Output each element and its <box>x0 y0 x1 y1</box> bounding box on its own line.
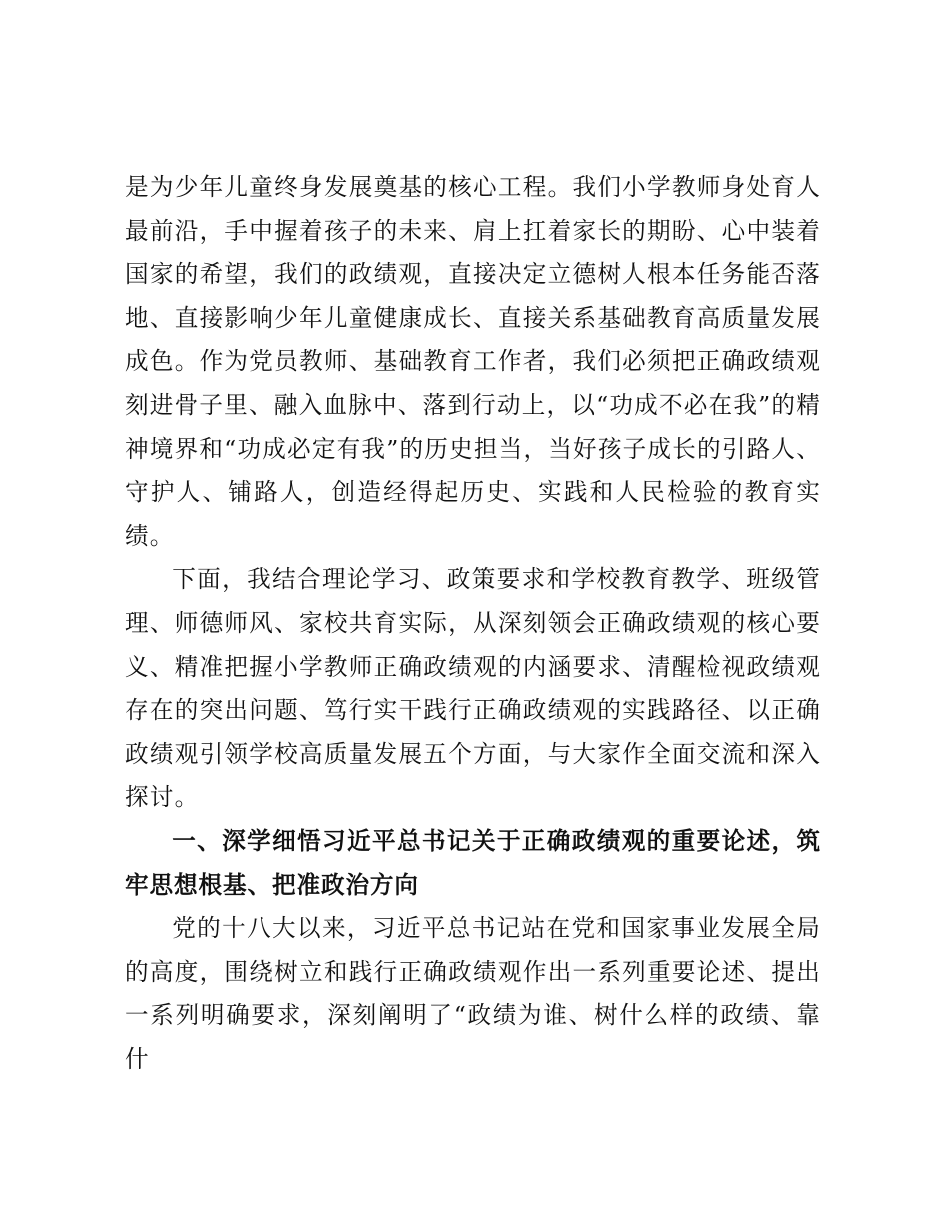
paragraph-section-1-body: 党的十八大以来，习近平总书记站在党和国家事业发展全局的高度，围绕树立和践行正确政绩观作出一系列重要论述、提出一系列明确要求，深刻阐明了“政绩为谁、树什么样的政绩、靠什 <box>125 914 821 1073</box>
paragraph-outline: 下面，我结合理论学习、政策要求和学校教育教学、班级管理、师德师风、家校共育实际，从深刻领会正确政绩观的核心要义、精准把握小学教师正确政绩观的内涵要求、清醒检视政绩观存在的突出问题、笃行实干践行正确政绩观的实践路径、以正确政绩观引领学校高质量发展五个方面，与大家作全面交流和深入探讨。 <box>125 565 821 812</box>
section-heading-1: 一、深学细悟习近平总书记关于正确政绩观的重要论述，筑牢思想根基、把准政治方向 <box>125 826 821 899</box>
paragraph-intro-continuation: 是为少年儿童终身发展奠基的核心工程。我们小学教师身处育人最前沿，手中握着孩子的未来、肩上扛着家长的期盼、心中装着国家的希望，我们的政绩观，直接决定立德树人根本任务能否落地、直接影响少年儿童健康成长、直接关系基础教育高质量发展成色。作为党员教师、基础教育工作者，我们必须把正确政绩观刻进骨子里、融入血脉中、落到行动上，以“功成不必在我”的精神境界和“功成必定有我”的历史担当，当好孩子成长的引路人、守护人、铺路人，创造经得起历史、实践和人民检验的教育实绩。 <box>125 173 821 550</box>
document-body <box>125 166 821 1081</box>
